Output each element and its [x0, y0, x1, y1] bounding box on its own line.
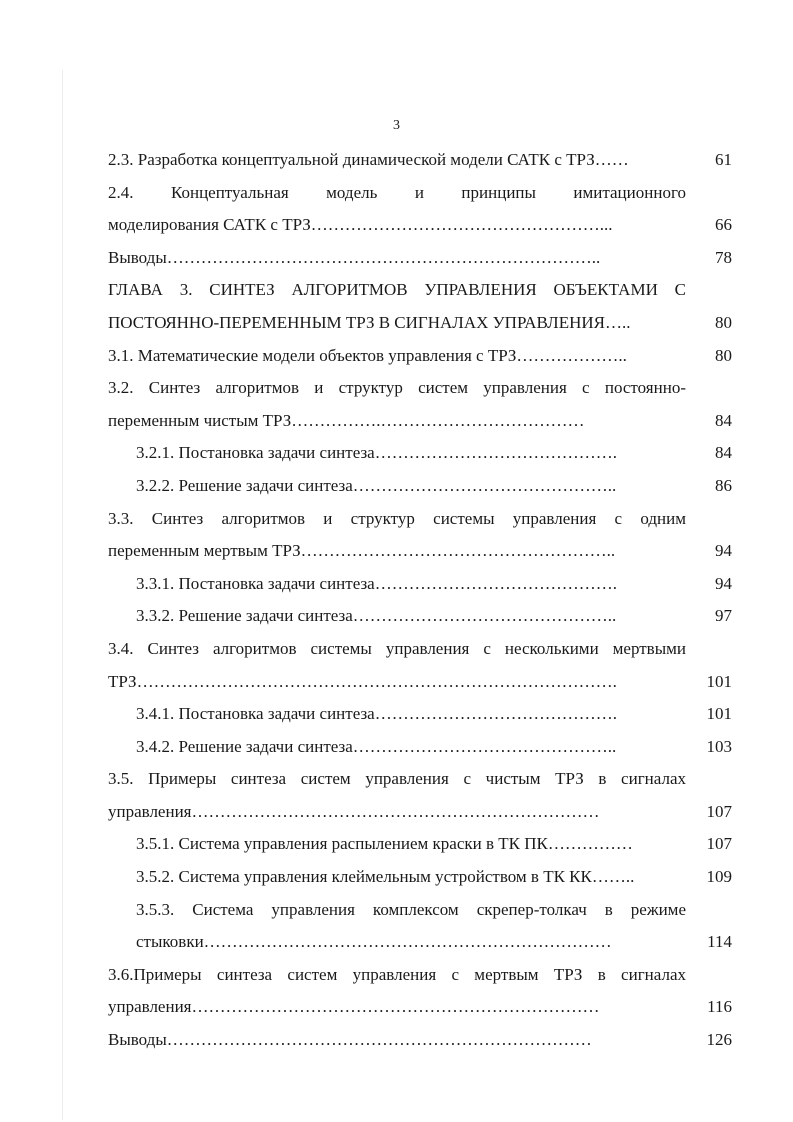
toc-entry-text: переменным чистым ТРЗ…………….……………………………… [108, 410, 585, 430]
toc-entry-text: переменным мертвым ТРЗ……………………………………………….. [108, 541, 616, 561]
toc-page-number: 101 [706, 704, 732, 724]
toc-line [108, 633, 732, 666]
toc-line [108, 796, 732, 829]
toc-line [108, 763, 732, 796]
toc-entry-text: Выводы………………………………………………………………….. [108, 247, 601, 267]
toc-entry-text: управления……………………………………………………………… [108, 997, 600, 1017]
toc-page-number: 126 [706, 1030, 732, 1050]
toc-entry-text: 3.1. Математические модели объектов управления с ТРЗ……………….. [108, 345, 627, 365]
toc-line [108, 177, 732, 210]
toc-line [108, 861, 732, 894]
toc-line [108, 991, 732, 1024]
toc-page-number: 61 [715, 150, 732, 169]
toc-line [108, 894, 732, 927]
toc-entry-text: ТРЗ…………………………………………………………………………. [108, 671, 617, 691]
toc-line [108, 731, 732, 764]
toc-entry-text: стыковки……………………………………………………………… [136, 932, 612, 952]
toc-page-number: 103 [706, 736, 732, 756]
toc-line [108, 242, 732, 275]
toc-line [108, 372, 732, 405]
toc-entry-text: 2.4. Концептуальная модель и принципы имитационного [108, 182, 686, 202]
toc-entry-text: 3.4. Синтез алгоритмов системы управления с несколькими мертвыми [108, 638, 686, 658]
toc-entry-text: 3.5.3. Система управления комплексом скрепер-толкач в режиме [136, 899, 686, 919]
toc-page-number: 107 [706, 834, 732, 854]
toc-page-number: 97 [715, 606, 732, 626]
toc-entry-text: 3.3.1. Постановка задачи синтеза……………………………………. [136, 573, 617, 593]
toc-page-number: 84 [715, 443, 732, 463]
toc-line [108, 535, 732, 568]
toc-entry-text: 3.3.2. Решение задачи синтеза……………………………………….. [136, 606, 617, 626]
toc-entry-text: управления……………………………………………………………… [108, 801, 600, 821]
toc-page-number: 116 [707, 997, 732, 1017]
toc-line [108, 405, 732, 438]
toc-page-number: 80 [715, 312, 732, 332]
toc-line [108, 828, 732, 861]
toc-entry-text: ПОСТОЯННО-ПЕРЕМЕННЫМ ТРЗ В СИГНАЛАХ УПРАВЛЕНИЯ….. [108, 312, 631, 332]
page-number: 3 [393, 118, 400, 133]
toc-line [108, 144, 732, 177]
toc-entry-text: 3.6.Примеры синтеза систем управления с мертвым ТРЗ в сигналах [108, 964, 686, 984]
toc-entry-text: 3.5.1. Система управления распылением краски в ТК ПК…………… [136, 834, 633, 854]
toc-entry-text: 3.2.1. Постановка задачи синтеза……………………………………. [136, 443, 617, 463]
toc-entry-text: ГЛАВА 3. СИНТЕЗ АЛГОРИТМОВ УПРАВЛЕНИЯ ОБЪЕКТАМИ С [108, 280, 686, 300]
toc-line [108, 1024, 732, 1057]
toc-page-number: 66 [715, 215, 732, 235]
toc-page-number: 94 [715, 541, 732, 561]
toc-page-number: 78 [715, 247, 732, 267]
toc-line [108, 209, 732, 242]
toc-page-number: 84 [715, 410, 732, 430]
toc-line [108, 503, 732, 536]
toc-entry-text: 3.3. Синтез алгоритмов и структур системы управления с одним [108, 508, 686, 528]
toc-entry-text: 3.4.2. Решение задачи синтеза……………………………………….. [136, 736, 617, 756]
toc-line [108, 340, 732, 373]
toc-entry-text: Выводы………………………………………………………………… [108, 1030, 592, 1050]
toc-page-number: 80 [715, 345, 732, 365]
toc-page-number: 94 [715, 573, 732, 593]
toc-page-number: 86 [715, 475, 732, 495]
toc-line [108, 698, 732, 731]
toc-line [108, 926, 732, 959]
table-of-contents [108, 144, 732, 1057]
toc-entry-text: 3.4.1. Постановка задачи синтеза……………………………………. [136, 704, 617, 724]
toc-line [108, 666, 732, 699]
toc-entry-text: 3.2. Синтез алгоритмов и структур систем управления с постоянно- [108, 378, 686, 398]
toc-entry-text: 3.5.2. Система управления клеймельным устройством в ТК КК…….. [136, 867, 635, 887]
toc-entry-text: 2.3. Разработка концептуальной динамической модели САТК с ТРЗ…… [108, 150, 629, 169]
toc-line [108, 600, 732, 633]
toc-line [108, 274, 732, 307]
toc-line [108, 437, 732, 470]
toc-page-number: 101 [706, 671, 732, 691]
toc-line [108, 307, 732, 340]
toc-entry-text: 3.2.2. Решение задачи синтеза……………………………………….. [136, 475, 617, 495]
scan-edge-shadow [62, 70, 63, 1120]
toc-page-number: 109 [706, 867, 732, 887]
toc-entry-text: 3.5. Примеры синтеза систем управления с чистым ТРЗ в сигналах [108, 769, 686, 789]
toc-line [108, 959, 732, 992]
toc-line [108, 470, 732, 503]
toc-page-number: 114 [707, 932, 732, 952]
toc-line [108, 568, 732, 601]
toc-page-number: 107 [706, 801, 732, 821]
toc-entry-text: моделирования САТК с ТРЗ……………………………………………... [108, 215, 613, 235]
